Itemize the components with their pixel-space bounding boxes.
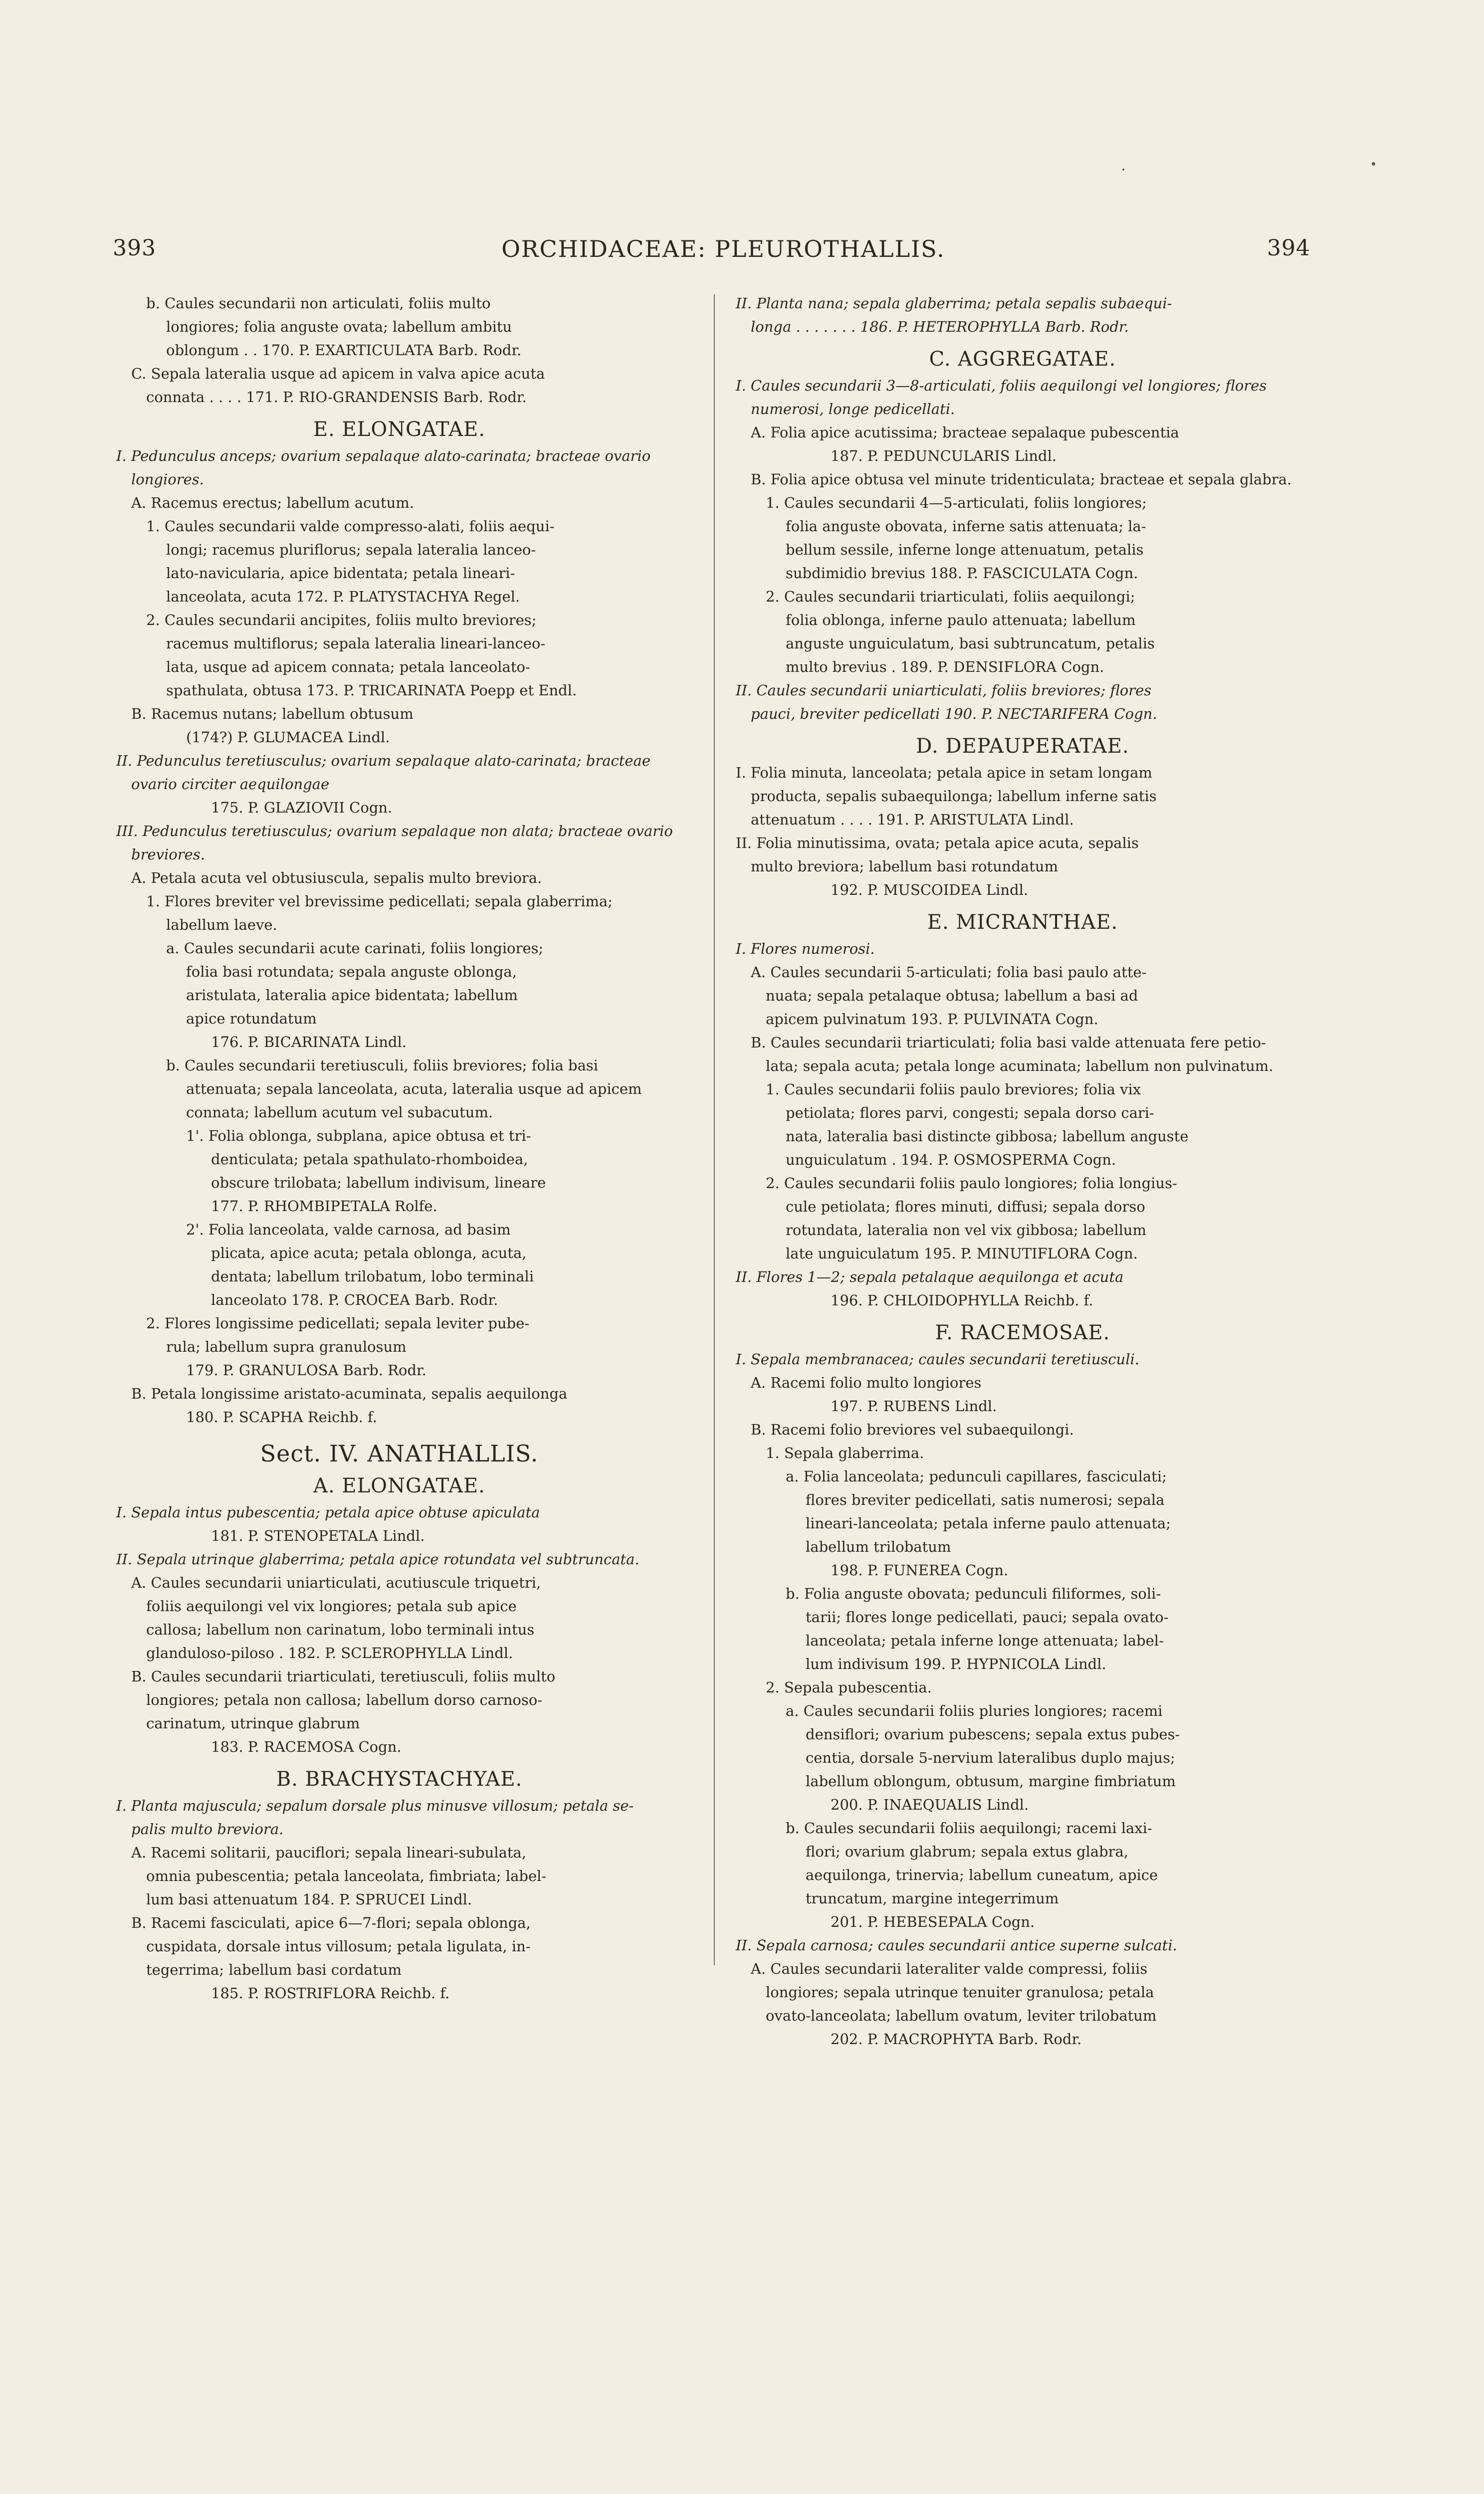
key-line: A. Caules secundarii 5-articulati; folia basi paulo atte- — [751, 964, 1147, 981]
key-line: b. Caules secundarii teretiusculi, foliis breviores; folia basi — [166, 1057, 599, 1074]
paper-speck — [1372, 162, 1375, 166]
key-line: tegerrima; labellum basi cordatum — [146, 1961, 402, 1978]
key-lead-italic: longiores. — [131, 471, 204, 488]
section-heading: C. AGGREGATAE. — [929, 348, 1116, 371]
key-line: denticulata; petala spathulato-rhomboidea, — [211, 1151, 528, 1168]
key-line: b. Caules secundarii non articulati, foliis multo — [146, 295, 491, 312]
key-line: aristulata, lateralia apice bidentata; labellum — [186, 987, 518, 1004]
key-line: 180. P. SCAPHA Reichb. f. — [186, 1409, 377, 1426]
key-line: connata; labellum acutum vel subacutum. — [186, 1104, 493, 1121]
key-line: A. Petala acuta vel obtusiuscula, sepalis multo breviora. — [131, 869, 542, 886]
key-line: aequilonga, trinervia; labellum cuneatum, apice — [806, 1867, 1158, 1883]
key-line: 1. Caules secundarii foliis paulo breviores; folia vix — [766, 1081, 1141, 1098]
section-heading: E. ELONGATAE. — [313, 418, 486, 441]
key-lead-italic: II. Sepala utrinque glaberrima; petala apice rotundata vel subtruncata. — [116, 1551, 639, 1568]
key-line: carinatum, utrinque glabrum — [146, 1715, 360, 1732]
key-line: labellum trilobatum — [806, 1538, 951, 1555]
key-line: 1. Caules secundarii 4—5-articulati, foliis longiores; — [766, 494, 1147, 511]
key-lead-italic: III. Pedunculus teretiusculus; ovarium sepalaque non alata; bracteae ovario — [116, 823, 673, 839]
key-lead-italic: numerosi, longe pedicellati. — [751, 401, 955, 417]
key-line: B. Racemus nutans; labellum obtusum — [131, 705, 414, 722]
key-line: 1. Flores breviter vel brevissime pedicellati; sepala glaberrima; — [146, 893, 613, 910]
key-line: b. Folia anguste obovata; pedunculi filiformes, soli- — [786, 1585, 1161, 1602]
key-line: B. Caules secundarii triarticulati, teretiusculi, foliis multo — [131, 1668, 556, 1685]
key-lead-italic: II. Caules secundarii uniarticulati, foliis breviores; flores — [736, 682, 1152, 699]
key-line: A. Caules secundarii lateraliter valde compressi, foliis — [751, 1960, 1148, 1977]
key-line: 2'. Folia lanceolata, valde carnosa, ad basim — [186, 1221, 511, 1238]
section-heading: F. RACEMOSAE. — [935, 1321, 1110, 1344]
key-line: apice rotundatum — [186, 1010, 317, 1027]
key-line: A. Racemi folio multo longiores — [751, 1374, 982, 1391]
key-line: oblongum . . 170. P. EXARTICULATA Barb. Rodr. — [166, 342, 522, 359]
key-line: C. Sepala lateralia usque ad apicem in valva apice acuta — [131, 365, 545, 382]
key-line: labellum laeve. — [166, 916, 277, 933]
key-line: multo breviora; labellum basi rotundatum — [751, 858, 1059, 875]
section-heading: E. MICRANTHAE. — [927, 911, 1118, 934]
key-lead-italic: I. Caules secundarii 3—8-articulati, foliis aequilongi vel longiores; flores — [736, 377, 1267, 394]
key-lead-italic: I. Flores numerosi. — [736, 940, 875, 957]
key-line: tarii; flores longe pedicellati, pauci; sepala ovato- — [806, 1609, 1169, 1626]
section-heading: D. DEPAUPERATAE. — [916, 735, 1129, 758]
key-line: connata . . . . 171. P. RIO-GRANDENSIS Barb. Rodr. — [146, 389, 527, 406]
section-title: Sect. IV. ANATHALLIS. — [260, 1440, 539, 1467]
key-line: centia, dorsale 5-nervium lateralibus duplo majus; — [806, 1749, 1175, 1766]
key-line: lata, usque ad apicem connata; petala lanceolato- — [166, 658, 530, 675]
key-line: 202. P. MACROPHYTA Barb. Rodr. — [831, 2031, 1082, 2048]
key-line: attenuata; sepala lanceolata, acuta, lateralia usque ad apicem — [186, 1080, 642, 1097]
key-line: ovato-lanceolata; labellum ovatum, leviter trilobatum — [766, 2007, 1157, 2024]
key-line: nuata; sepala petalaque obtusa; labellum a basi ad — [766, 987, 1138, 1004]
key-line: lata; sepala acuta; petala longe acuminata; labellum non pulvinatum. — [766, 1057, 1273, 1074]
key-lead-italic: breviores. — [131, 846, 205, 863]
key-line: folia oblonga, inferne paulo attenuata; labellum — [786, 612, 1136, 628]
key-line: B. Caules secundarii triarticulati; folia basi valde attenuata fere petio- — [751, 1034, 1266, 1051]
key-lead-italic: pauci, breviter pedicellati 190. P. NECTARIFERA Cogn. — [751, 705, 1157, 722]
key-lead-italic: I. Pedunculus anceps; ovarium sepalaque alato-carinata; bracteae ovario — [116, 447, 651, 464]
key-line: foliis aequilongi vel vix longiores; petala sub apice — [146, 1598, 517, 1615]
key-line: cule petiolata; flores minuti, diffusi; sepala dorso — [786, 1198, 1145, 1215]
key-line: dentata; labellum trilobatum, lobo terminali — [211, 1268, 534, 1285]
key-line: B. Petala longissime aristato-acuminata, sepalis aequilonga — [131, 1385, 568, 1402]
key-line: lato-navicularia, apice bidentata; petala lineari- — [166, 565, 515, 582]
key-line: longiores; sepala utrinque tenuiter granulosa; petala — [766, 1984, 1154, 2001]
key-line: 2. Caules secundarii ancipites, foliis multo breviores; — [146, 612, 537, 628]
key-line: B. Folia apice obtusa vel minute tridenticulata; bracteae et sepala glabra. — [751, 471, 1292, 488]
key-line: longiores; petala non callosa; labellum dorso carnoso- — [146, 1691, 543, 1708]
key-line: b. Caules secundarii foliis aequilongi; racemi laxi- — [786, 1820, 1152, 1837]
key-line: lanceolato 178. P. CROCEA Barb. Rodr. — [211, 1291, 498, 1308]
key-line: 2. Flores longissime pedicellati; sepala leviter pube- — [146, 1315, 530, 1332]
key-line: 179. P. GRANULOSA Barb. Rodr. — [186, 1362, 426, 1379]
key-line: callosa; labellum non carinatum, lobo terminali intus — [146, 1621, 535, 1638]
key-line: B. Racemi folio breviores vel subaequilongi. — [751, 1421, 1074, 1438]
key-line: lum basi attenuatum 184. P. SPRUCEI Lindl. — [146, 1891, 472, 1908]
left-column — [116, 292, 682, 2005]
key-lead-italic: II. Sepala carnosa; caules secundarii antice superne sulcati. — [736, 1937, 1177, 1954]
key-line: 200. P. INAEQUALIS Lindl. — [831, 1796, 1029, 1813]
key-lead-italic: II. Planta nana; sepala glaberrima; petala sepalis subaequi- — [736, 295, 1172, 312]
running-title: ORCHIDACEAE: PLEUROTHALLIS. — [501, 235, 945, 262]
key-line: longiores; folia anguste ovata; labellum ambitu — [166, 318, 512, 335]
key-line: apicem pulvinatum 193. P. PULVINATA Cogn. — [766, 1011, 1098, 1028]
key-line: 183. P. RACEMOSA Cogn. — [211, 1738, 402, 1755]
key-line: 196. P. CHLOIDOPHYLLA Reichb. f. — [831, 1292, 1093, 1309]
key-line: (174?) P. GLUMACEA Lindl. — [186, 729, 390, 746]
key-line: II. Folia minutissima, ovata; petala apice acuta, sepalis — [736, 834, 1139, 851]
section-heading: A. ELONGATAE. — [313, 1474, 485, 1497]
key-line: 1. Caules secundarii valde compresso-alati, foliis aequi- — [146, 518, 555, 535]
key-lead-italic: I. Sepala membranacea; caules secundarii teretiusculi. — [736, 1351, 1139, 1368]
page-number-right: 394 — [1267, 235, 1310, 261]
key-line: 197. P. RUBENS Lindl. — [831, 1398, 997, 1415]
key-lead-italic: ovario circiter aequilongae — [131, 776, 330, 793]
key-line: late unguiculatum 195. P. MINUTIFLORA Cogn. — [786, 1245, 1138, 1262]
key-line: 181. P. STENOPETALA Lindl. — [211, 1527, 425, 1544]
key-line: 1. Sepala glaberrima. — [766, 1445, 924, 1461]
key-line: anguste unguiculatum, basi subtruncatum, petalis — [786, 635, 1155, 652]
key-line: 187. P. PEDUNCULARIS Lindl. — [831, 447, 1057, 464]
key-lead-italic: II. Flores 1—2; sepala petalaque aequilonga et acuta — [736, 1268, 1124, 1285]
key-line: 2. Caules secundarii foliis paulo longiores; folia longius- — [766, 1175, 1177, 1192]
key-line: racemus multiflorus; sepala lateralia lineari-lanceo- — [166, 635, 546, 652]
key-line: 201. P. HEBESEPALA Cogn. — [831, 1913, 1035, 1930]
key-line: truncatum, margine integerrimum — [806, 1890, 1059, 1907]
key-line: A. Folia apice acutissima; bracteae sepalaque pubescentia — [751, 424, 1179, 441]
key-line: cuspidata, dorsale intus villosum; petala ligulata, in- — [146, 1938, 531, 1955]
key-line: 176. P. BICARINATA Lindl. — [211, 1034, 407, 1050]
key-line: 192. P. MUSCOIDEA Lindl. — [831, 881, 1029, 898]
key-line: a. Caules secundarii acute carinati, foliis longiores; — [166, 940, 544, 957]
key-line: a. Caules secundarii foliis pluries longiores; racemi — [786, 1702, 1163, 1719]
key-lead-italic: longa . . . . . . . 186. P. HETEROPHYLLA Barb. Rodr. — [751, 318, 1129, 335]
key-line: subdimidio brevius 188. P. FASCICULATA Cogn. — [786, 565, 1138, 582]
key-line: a. Folia lanceolata; pedunculi capillares, fasciculati; — [786, 1468, 1167, 1485]
right-column — [736, 292, 1309, 2051]
key-line: unguiculatum . 194. P. OSMOSPERMA Cogn. — [786, 1151, 1116, 1168]
key-line: 2. Sepala pubescentia. — [766, 1679, 932, 1696]
key-lead-italic: I. Planta majuscula; sepalum dorsale plus minusve villosum; petala se- — [116, 1797, 634, 1814]
key-line: flori; ovarium glabrum; sepala extus glabra, — [806, 1843, 1129, 1860]
key-line: folia basi rotundata; sepala anguste oblonga, — [186, 963, 517, 980]
paper-speck — [1122, 169, 1124, 171]
key-lead-italic: I. Sepala intus pubescentia; petala apice obtuse apiculata — [116, 1504, 540, 1521]
key-line: 175. P. GLAZIOVII Cogn. — [211, 799, 393, 816]
key-line: lanceolata, acuta 172. P. PLATYSTACHYA Regel. — [166, 588, 520, 605]
key-line: glanduloso-piloso . 182. P. SCLEROPHYLLA Lindl. — [146, 1645, 513, 1662]
key-line: producta, sepalis subaequilonga; labellum inferne satis — [751, 788, 1157, 805]
key-line: 2. Caules secundarii triarticulati, foliis aequilongi; — [766, 588, 1135, 605]
key-line: 198. P. FUNEREA Cogn. — [831, 1562, 1009, 1579]
key-line: plicata, apice acuta; petala oblonga, acuta, — [211, 1245, 527, 1261]
key-line: petiolata; flores parvi, congesti; sepala dorso cari- — [786, 1104, 1154, 1121]
key-line: folia anguste obovata, inferne satis attenuata; la- — [786, 518, 1146, 535]
key-line: lineari-lanceolata; petala inferne paulo attenuata; — [806, 1515, 1171, 1532]
key-line: spathulata, obtusa 173. P. TRICARINATA Poepp et Endl. — [166, 682, 577, 699]
key-line: 185. P. ROSTRIFLORA Reichb. f. — [211, 1985, 450, 2002]
key-lead-italic: palis multo breviora. — [131, 1821, 284, 1838]
key-line: A. Racemi solitarii, pauciflori; sepala lineari-subulata, — [131, 1844, 527, 1861]
key-line: rula; labellum supra granulosum — [166, 1338, 407, 1355]
key-line: attenuatum . . . . 191. P. ARISTULATA Lindl. — [751, 811, 1074, 828]
key-line: lanceolata; petala inferne longe attenuata; label- — [806, 1632, 1164, 1649]
key-line: omnia pubescentia; petala lanceolata, fimbriata; label- — [146, 1868, 547, 1884]
key-lead-italic: II. Pedunculus teretiusculus; ovarium sepalaque alato-carinata; bracteae — [116, 752, 650, 769]
column-divider — [714, 294, 715, 1965]
section-heading: B. BRACHYSTACHYAE. — [276, 1768, 523, 1791]
key-line: densiflori; ovarium pubescens; sepala extus pubes- — [806, 1726, 1180, 1743]
page-number-left: 393 — [113, 235, 156, 261]
key-line: A. Caules secundarii uniarticulati, acutiuscule triquetri, — [131, 1574, 541, 1591]
key-line: I. Folia minuta, lanceolata; petala apice in setam longam — [736, 764, 1152, 781]
key-line: rotundata, lateralia non vel vix gibbosa; labellum — [786, 1222, 1147, 1239]
key-line: longi; racemus pluriflorus; sepala lateralia lanceo- — [166, 541, 536, 558]
key-line: flores breviter pedicellati, satis numerosi; sepala — [806, 1491, 1165, 1508]
key-line: B. Racemi fasciculati, apice 6—7-flori; sepala oblonga, — [131, 1914, 531, 1931]
key-line: labellum oblongum, obtusum, margine fimbriatum — [806, 1773, 1176, 1790]
key-line: obscure trilobata; labellum indivisum, lineare — [211, 1174, 546, 1191]
key-line: lum indivisum 199. P. HYPNICOLA Lindl. — [806, 1656, 1106, 1672]
key-line: multo brevius . 189. P. DENSIFLORA Cogn. — [786, 658, 1104, 675]
key-line: 177. P. RHOMBIPETALA Rolfe. — [211, 1198, 437, 1215]
key-line: 1'. Folia oblonga, subplana, apice obtusa et tri- — [186, 1127, 531, 1144]
key-line: nata, lateralia basi distincte gibbosa; labellum anguste — [786, 1128, 1189, 1145]
key-line: A. Racemus erectus; labellum acutum. — [131, 494, 414, 511]
key-line: bellum sessile, inferne longe attenuatum, petalis — [786, 541, 1144, 558]
